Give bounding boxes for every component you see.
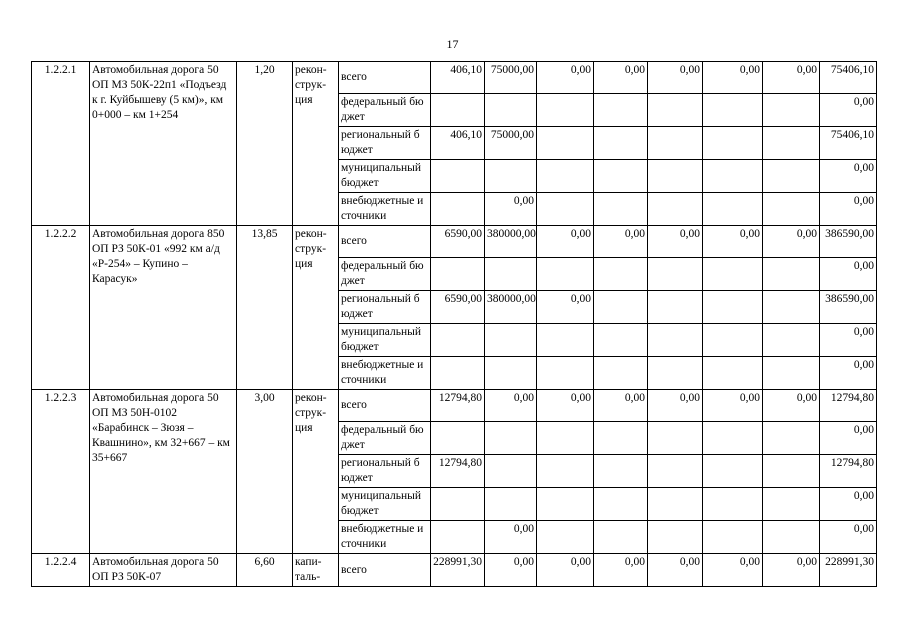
work-type: рекон-струк-ция	[293, 390, 339, 554]
amount-cell: 406,10	[431, 127, 485, 160]
amount-cell	[537, 324, 594, 357]
funding-source: федеральный бюджет	[339, 94, 431, 127]
funding-source: федеральный бюджет	[339, 258, 431, 291]
amount-cell	[703, 127, 763, 160]
funding-source: внебюджетные источники	[339, 357, 431, 390]
amount-cell	[763, 521, 820, 554]
amount-cell	[431, 258, 485, 291]
project-name: Автомобильная дорога 850 ОП РЗ 50К-01 «992 км а/д «Р-254» – Купино – Карасук»	[90, 226, 237, 390]
project-id: 1.2.2.4	[32, 554, 90, 587]
amount-cell: 0,00	[703, 390, 763, 422]
amount-cell	[648, 488, 703, 521]
amount-cell: 0,00	[594, 390, 648, 422]
amount-cell	[648, 521, 703, 554]
amount-cell: 0,00	[820, 422, 877, 455]
amount-cell	[537, 455, 594, 488]
amount-cell	[703, 521, 763, 554]
amount-cell	[485, 258, 537, 291]
amount-cell	[537, 488, 594, 521]
amount-cell: 6590,00	[431, 291, 485, 324]
amount-cell	[594, 127, 648, 160]
work-type: капи-таль-	[293, 554, 339, 587]
funding-source: внебюджетные источники	[339, 193, 431, 226]
amount-cell	[703, 291, 763, 324]
work-type: рекон-струк-ция	[293, 62, 339, 226]
amount-cell: 228991,30	[431, 554, 485, 587]
amount-cell	[648, 455, 703, 488]
project-id: 1.2.2.1	[32, 62, 90, 226]
amount-cell	[763, 94, 820, 127]
project-length: 13,85	[237, 226, 293, 390]
amount-cell	[594, 455, 648, 488]
amount-cell: 380000,00	[485, 291, 537, 324]
amount-cell: 0,00	[820, 193, 877, 226]
amount-cell: 75000,00	[485, 62, 537, 94]
amount-cell	[763, 324, 820, 357]
funding-source: муниципальный бюджет	[339, 488, 431, 521]
amount-cell	[703, 488, 763, 521]
amount-cell	[485, 94, 537, 127]
amount-cell	[763, 291, 820, 324]
amount-cell: 0,00	[648, 554, 703, 587]
amount-cell	[703, 160, 763, 193]
amount-cell: 0,00	[594, 226, 648, 258]
amount-cell: 0,00	[594, 554, 648, 587]
work-type: рекон-струк-ция	[293, 226, 339, 390]
amount-cell	[763, 193, 820, 226]
amount-cell: 0,00	[763, 226, 820, 258]
amount-cell	[703, 94, 763, 127]
amount-cell: 12794,80	[431, 390, 485, 422]
amount-cell: 0,00	[485, 554, 537, 587]
amount-cell: 75406,10	[820, 62, 877, 94]
amount-cell	[763, 258, 820, 291]
amount-cell: 0,00	[820, 357, 877, 390]
amount-cell	[594, 160, 648, 193]
amount-cell	[431, 324, 485, 357]
amount-cell	[485, 455, 537, 488]
amount-cell	[431, 193, 485, 226]
amount-cell	[537, 521, 594, 554]
funding-source: всего	[339, 226, 431, 258]
amount-cell: 0,00	[648, 226, 703, 258]
amount-cell	[485, 160, 537, 193]
amount-cell: 0,00	[594, 62, 648, 94]
amount-cell	[485, 422, 537, 455]
amount-cell	[594, 94, 648, 127]
funding-source: всего	[339, 554, 431, 587]
amount-cell	[431, 422, 485, 455]
amount-cell	[485, 357, 537, 390]
amount-cell	[648, 127, 703, 160]
amount-cell: 406,10	[431, 62, 485, 94]
budget-table	[31, 61, 877, 587]
amount-cell	[648, 258, 703, 291]
amount-cell	[431, 94, 485, 127]
funding-source: всего	[339, 62, 431, 94]
amount-cell: 0,00	[820, 488, 877, 521]
funding-source: всего	[339, 390, 431, 422]
amount-cell	[594, 488, 648, 521]
amount-cell: 12794,80	[431, 455, 485, 488]
amount-cell: 0,00	[763, 390, 820, 422]
amount-cell: 0,00	[537, 291, 594, 324]
table-row	[32, 390, 877, 422]
project-length: 3,00	[237, 390, 293, 554]
page-number: 17	[446, 37, 459, 51]
amount-cell: 6590,00	[431, 226, 485, 258]
amount-cell	[648, 422, 703, 455]
amount-cell	[431, 488, 485, 521]
funding-source: региональный бюджет	[339, 291, 431, 324]
amount-cell	[537, 422, 594, 455]
amount-cell: 75406,10	[820, 127, 877, 160]
amount-cell	[763, 422, 820, 455]
amount-cell: 228991,30	[820, 554, 877, 587]
project-name: Автомобильная дорога 50 ОП МЗ 50К-22п1 «Подъезд к г. Куйбышеву (5 км)», км 0+000 – км 1+254	[90, 62, 237, 226]
funding-source: внебюджетные источники	[339, 521, 431, 554]
amount-cell	[703, 324, 763, 357]
amount-cell: 386590,00	[820, 226, 877, 258]
project-name: Автомобильная дорога 50 ОП РЗ 50К-07	[90, 554, 237, 587]
amount-cell: 0,00	[648, 62, 703, 94]
amount-cell	[537, 258, 594, 291]
amount-cell	[703, 357, 763, 390]
project-name: Автомобильная дорога 50 ОП МЗ 50Н-0102 «Барабинск – Зюзя – Квашнино», км 32+667 – км 35+667	[90, 390, 237, 554]
table-row	[32, 226, 877, 258]
table-row	[32, 62, 877, 94]
amount-cell: 75000,00	[485, 127, 537, 160]
amount-cell: 0,00	[703, 554, 763, 587]
amount-cell: 0,00	[703, 226, 763, 258]
amount-cell: 12794,80	[820, 390, 877, 422]
amount-cell: 0,00	[537, 390, 594, 422]
amount-cell: 0,00	[648, 390, 703, 422]
amount-cell: 386590,00	[820, 291, 877, 324]
amount-cell	[763, 127, 820, 160]
project-id: 1.2.2.3	[32, 390, 90, 554]
amount-cell	[537, 357, 594, 390]
amount-cell	[431, 357, 485, 390]
amount-cell	[537, 160, 594, 193]
amount-cell	[431, 160, 485, 193]
amount-cell	[648, 324, 703, 357]
amount-cell	[648, 193, 703, 226]
amount-cell	[763, 357, 820, 390]
amount-cell: 0,00	[763, 554, 820, 587]
amount-cell	[431, 521, 485, 554]
amount-cell	[648, 357, 703, 390]
amount-cell	[537, 127, 594, 160]
funding-source: региональный бюджет	[339, 455, 431, 488]
amount-cell	[703, 422, 763, 455]
project-length: 6,60	[237, 554, 293, 587]
amount-cell	[485, 324, 537, 357]
amount-cell: 0,00	[537, 554, 594, 587]
amount-cell	[648, 291, 703, 324]
amount-cell	[703, 455, 763, 488]
amount-cell	[594, 258, 648, 291]
amount-cell	[703, 193, 763, 226]
amount-cell: 380000,00	[485, 226, 537, 258]
table-row	[32, 554, 877, 587]
funding-source: муниципальный бюджет	[339, 160, 431, 193]
amount-cell	[594, 521, 648, 554]
amount-cell	[763, 455, 820, 488]
amount-cell: 0,00	[820, 324, 877, 357]
project-length: 1,20	[237, 62, 293, 226]
project-id: 1.2.2.2	[32, 226, 90, 390]
funding-source: региональный бюджет	[339, 127, 431, 160]
amount-cell: 0,00	[485, 193, 537, 226]
amount-cell	[537, 94, 594, 127]
amount-cell: 0,00	[820, 94, 877, 127]
amount-cell	[594, 324, 648, 357]
amount-cell: 0,00	[537, 62, 594, 94]
amount-cell	[763, 160, 820, 193]
amount-cell: 0,00	[485, 390, 537, 422]
amount-cell: 0,00	[485, 521, 537, 554]
amount-cell	[594, 422, 648, 455]
amount-cell: 0,00	[703, 62, 763, 94]
amount-cell	[537, 193, 594, 226]
amount-cell	[594, 357, 648, 390]
amount-cell: 0,00	[820, 160, 877, 193]
amount-cell: 0,00	[537, 226, 594, 258]
amount-cell	[703, 258, 763, 291]
amount-cell	[594, 291, 648, 324]
amount-cell	[485, 488, 537, 521]
amount-cell: 12794,80	[820, 455, 877, 488]
amount-cell: 0,00	[820, 258, 877, 291]
amount-cell	[763, 488, 820, 521]
amount-cell	[648, 94, 703, 127]
amount-cell: 0,00	[820, 521, 877, 554]
funding-source: федеральный бюджет	[339, 422, 431, 455]
amount-cell	[648, 160, 703, 193]
amount-cell	[594, 193, 648, 226]
funding-source: муниципальный бюджет	[339, 324, 431, 357]
amount-cell: 0,00	[763, 62, 820, 94]
